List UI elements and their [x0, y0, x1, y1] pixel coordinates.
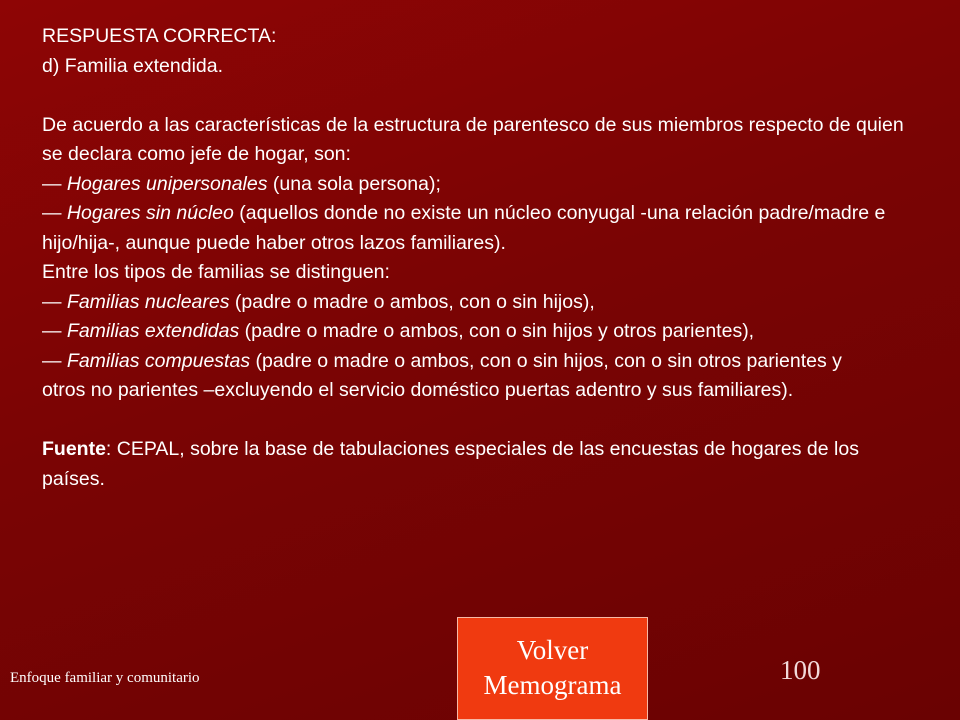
list-item: — Hogares sin núcleo (aquellos donde no existe un núcleo conyugal -una relación padre/madre e hijo/hija-, aunque puede haber otros lazos familiares). [42, 202, 886, 254]
slide-number: 100 [780, 655, 821, 685]
footer-title: Enfoque familiar y comunitario [10, 670, 200, 686]
list-item: — Familias nucleares (padre o madre o ambos, con o sin hijos), [42, 290, 595, 313]
back-button-line1: Volver [516, 635, 589, 665]
term: Hogares sin núcleo [66, 202, 234, 224]
answer-heading: RESPUESTA CORRECTA: [42, 25, 277, 47]
list-item-continuation: otros no parientes –excluyendo el servicio doméstico puertas adentro y sus familiares). [42, 379, 794, 401]
term: Familias nucleares [66, 290, 230, 313]
list-item: — Familias extendidas (padre o madre o ambos, con o sin hijos y otros parientes), [42, 320, 755, 342]
term: Hogares unipersonales [66, 172, 268, 195]
source-label: Fuente [42, 438, 106, 460]
answer-option: d) Familia extendida. [42, 54, 224, 77]
answer-content [42, 22, 922, 494]
spacer [42, 406, 922, 436]
list-item: — Familias compuestas (padre o madre o ambos, con o sin hijos, con o sin otros parientes y [42, 349, 842, 372]
back-to-memogram-button[interactable] [457, 617, 648, 720]
intro-paragraph: De acuerdo a las características de la estructura de parentesco de sus miembros respecto de quien se declara como jefe de hogar, son: [42, 113, 904, 165]
back-button-line2: Memograma [483, 670, 622, 700]
spacer [42, 81, 922, 111]
source-text: : CEPAL, sobre la base de tabulaciones especiales de las encuestas de hogares de los países. [42, 438, 859, 490]
term: Familias compuestas [66, 349, 251, 372]
source-note [42, 435, 922, 494]
term: Familias extendidas [66, 320, 240, 342]
list-item: — Hogares unipersonales (una sola persona); [42, 172, 441, 195]
types-intro: Entre los tipos de familias se distinguen: [42, 261, 390, 283]
